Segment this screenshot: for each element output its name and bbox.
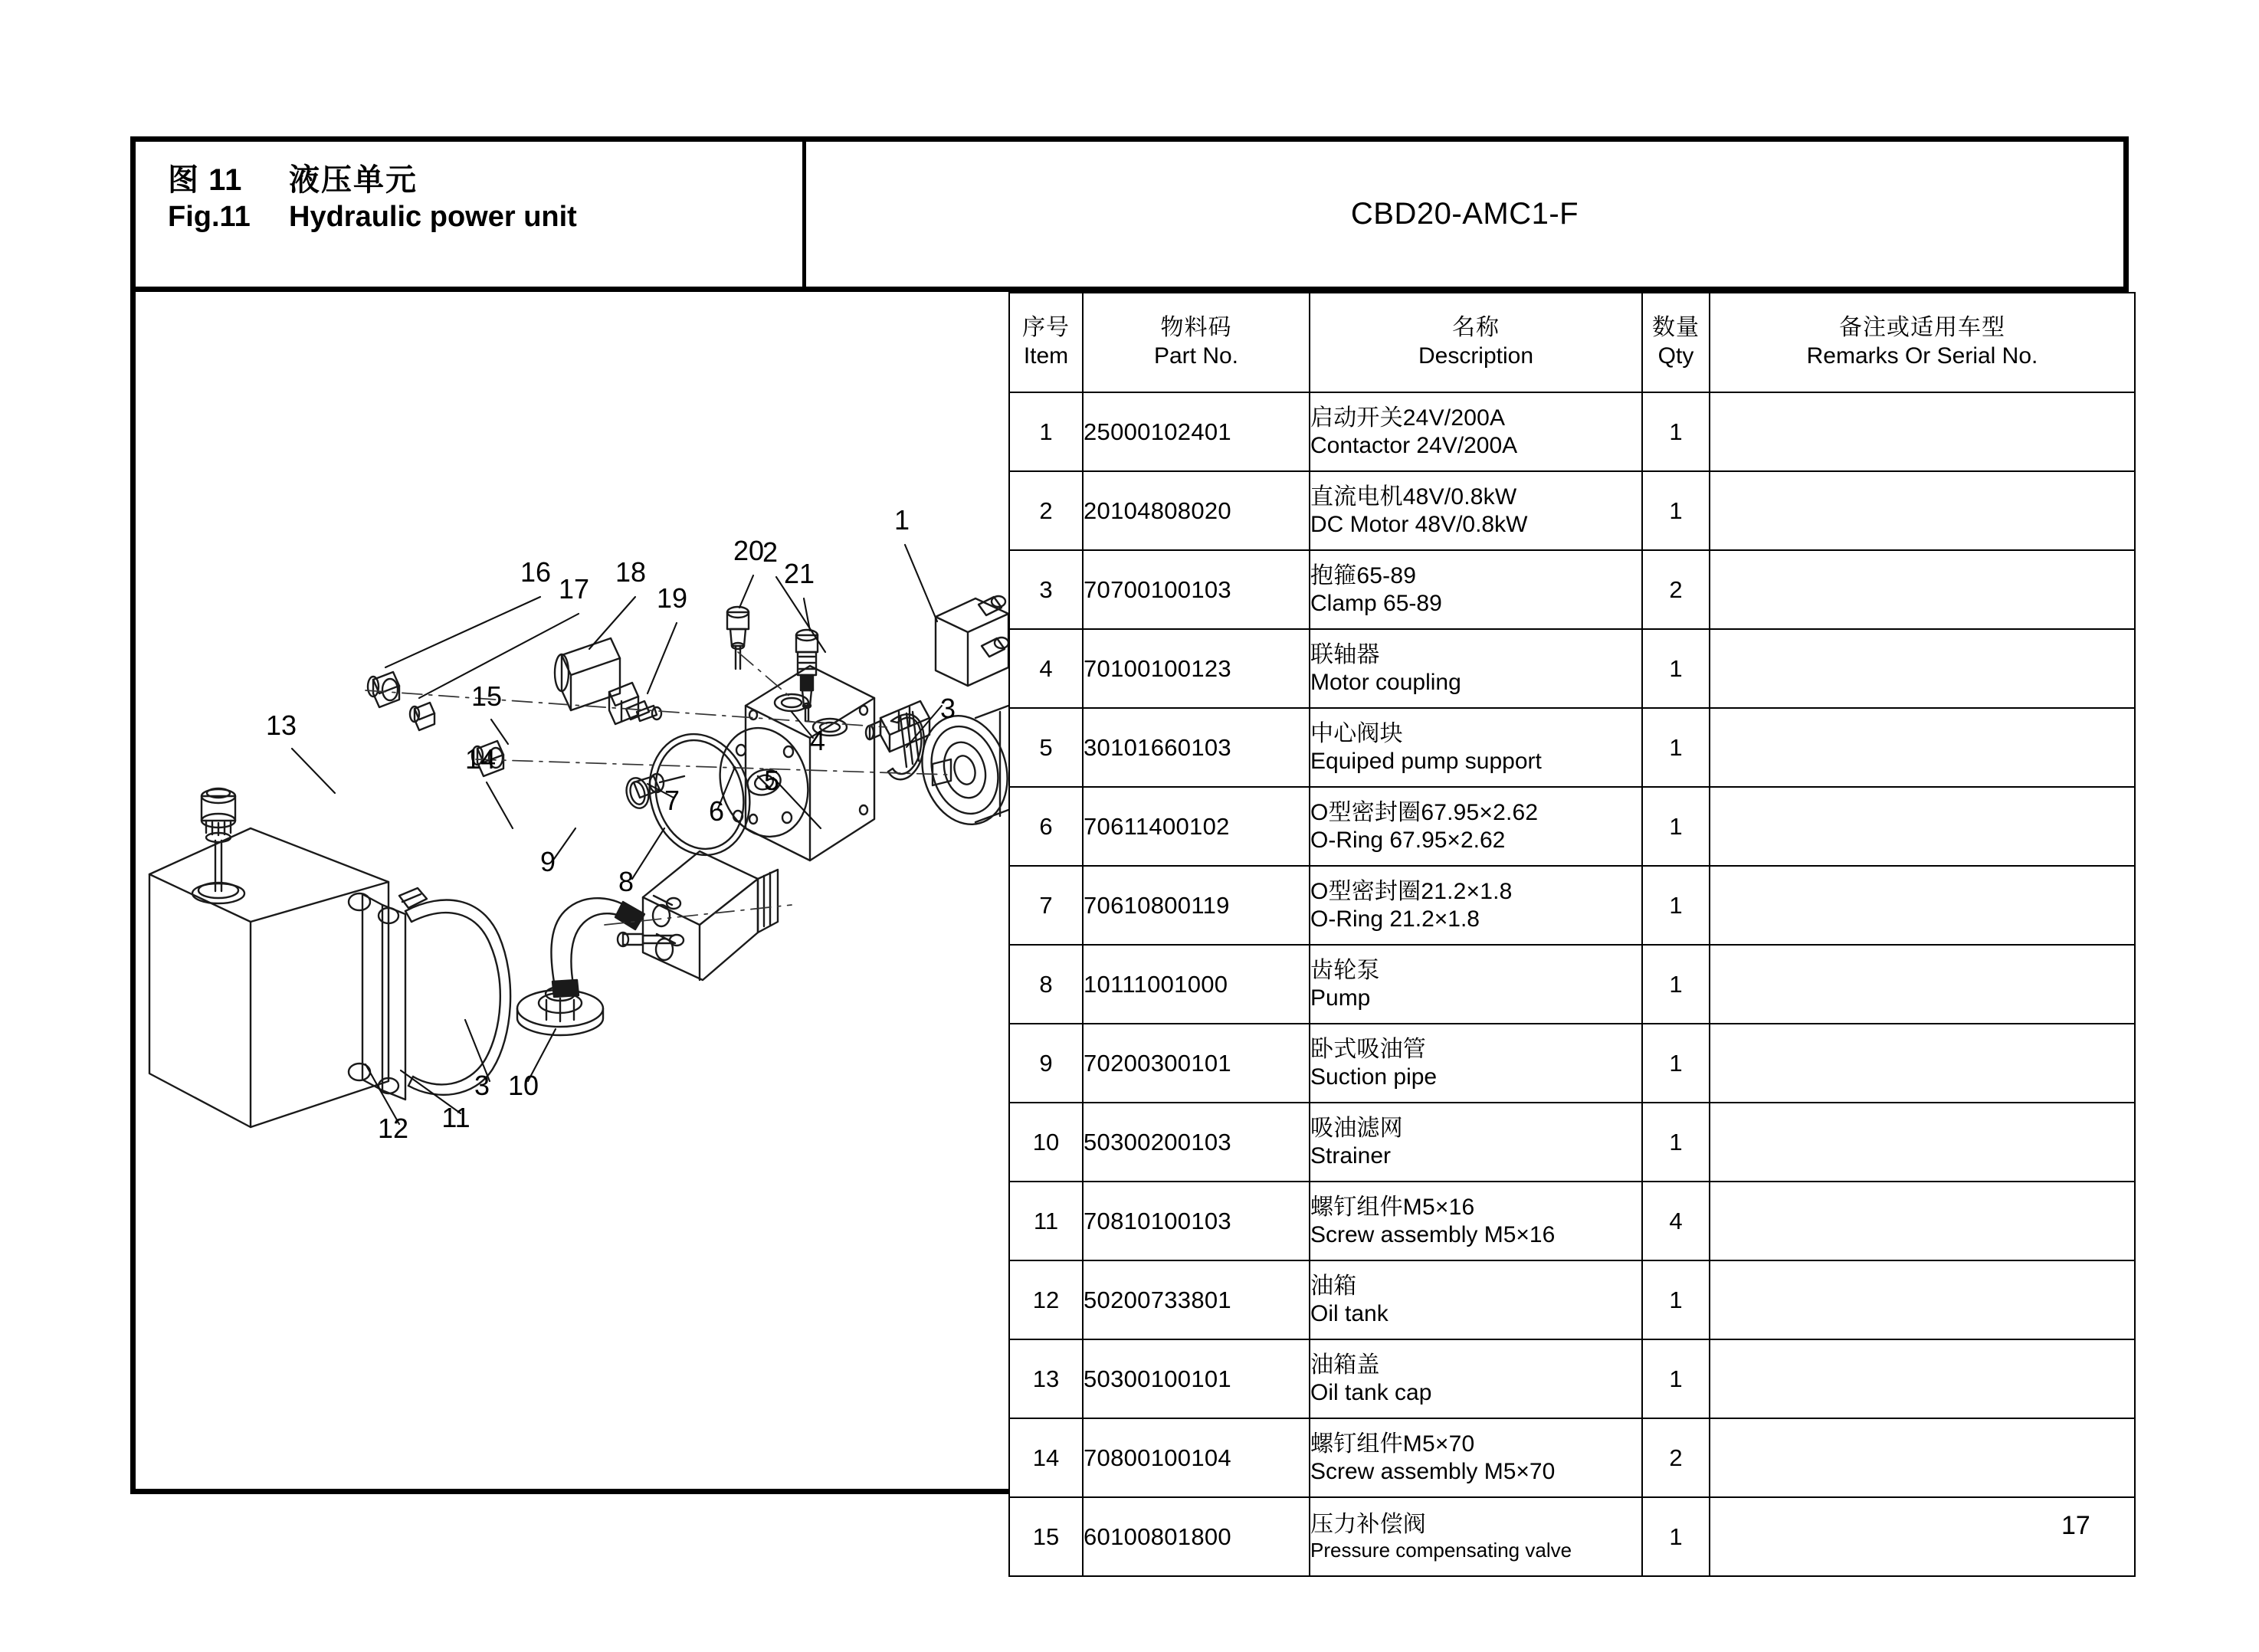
cell-remarks (1710, 866, 2135, 945)
callout-number: 3 (474, 1070, 490, 1101)
table-row (1009, 629, 2135, 708)
cell-part-no: 20104808020 (1083, 471, 1310, 550)
cell-part-no: 30101660103 (1083, 708, 1310, 787)
table-row (1009, 1024, 2135, 1103)
cell-remarks (1710, 1024, 2135, 1103)
description-cn: 螺钉组件M5×16 (1310, 1194, 1475, 1220)
cell-description (1310, 1418, 1642, 1497)
contactor-part (936, 596, 1008, 686)
cell-description (1310, 945, 1642, 1024)
cell-remarks (1710, 1418, 2135, 1497)
table-row (1009, 1497, 2135, 1576)
column-header-remarks: 备注或适用车型 Remarks Or Serial No. (1710, 293, 2135, 392)
callout-number: 3 (939, 693, 956, 724)
description-en: Motor coupling (1310, 669, 1461, 695)
callout-number: 13 (265, 710, 297, 741)
cell-description (1310, 1260, 1642, 1339)
cell-description (1310, 866, 1642, 945)
cell-item: 8 (1009, 945, 1083, 1024)
table-row (1009, 550, 2135, 629)
cell-remarks (1710, 471, 2135, 550)
cell-description (1310, 1103, 1642, 1182)
description-en: O-Ring 67.95×2.62 (1310, 827, 1506, 853)
callout-labels (266, 504, 956, 1144)
cell-part-no: 70700100103 (1083, 550, 1310, 629)
callout-number: 7 (664, 785, 680, 816)
cell-remarks (1710, 945, 2135, 1024)
callout-number: 4 (809, 725, 826, 756)
cell-part-no: 70610800119 (1083, 866, 1310, 945)
table-header-row (1009, 293, 2135, 392)
figure-title-chinese (168, 162, 802, 199)
description-cn: O型密封圈21.2×1.8 (1310, 878, 1513, 904)
callout-number: 15 (470, 680, 503, 712)
figure-title-block (136, 142, 806, 287)
table-row (1009, 471, 2135, 550)
figure-title-english (168, 199, 802, 234)
figure-name-cn: 液压单元 (289, 163, 418, 197)
table-row (1009, 1418, 2135, 1497)
cell-qty: 1 (1642, 1497, 1710, 1576)
model-designation: CBD20-AMC1-F (1350, 197, 1579, 231)
exploded-diagram-svg (136, 292, 1008, 1489)
description-cn: 油箱 (1310, 1273, 1357, 1299)
sheet-body (136, 292, 2123, 1562)
callout-number: 14 (464, 743, 497, 775)
callout-number: 20 (733, 535, 765, 566)
description-en: Contactor 24V/200A (1310, 432, 1518, 458)
clamp-band-part (399, 888, 510, 1095)
cell-qty: 2 (1642, 550, 1710, 629)
gear-pump-part (643, 851, 778, 980)
cell-description (1310, 471, 1642, 550)
description-en: Screw assembly M5×16 (1310, 1221, 1556, 1247)
cell-part-no: 70611400102 (1083, 787, 1310, 866)
description-en: Equiped pump support (1310, 748, 1542, 774)
callout-number: 18 (615, 556, 647, 588)
cell-item: 14 (1009, 1418, 1083, 1497)
parts-table-container (1008, 292, 2123, 1562)
callout-number: 11 (441, 1102, 470, 1133)
table-row (1009, 945, 2135, 1024)
cell-item: 4 (1009, 629, 1083, 708)
model-designation-block (806, 142, 2123, 287)
cell-description (1310, 1339, 1642, 1418)
table-row (1009, 1339, 2135, 1418)
cell-qty: 1 (1642, 629, 1710, 708)
callout-number: 5 (763, 765, 780, 796)
cell-qty: 1 (1642, 1339, 1710, 1418)
o-ring-large-part (635, 722, 763, 867)
cell-part-no: 70200300101 (1083, 1024, 1310, 1103)
cell-qty: 1 (1642, 1260, 1710, 1339)
cell-remarks (1710, 708, 2135, 787)
description-cn: 压力补偿阀 (1310, 1511, 1426, 1537)
description-cn: 齿轮泵 (1310, 957, 1380, 983)
table-row (1009, 392, 2135, 471)
description-en: Strainer (1310, 1142, 1392, 1169)
table-row (1009, 1103, 2135, 1182)
cell-qty: 1 (1642, 945, 1710, 1024)
cell-remarks (1710, 392, 2135, 471)
cell-item: 9 (1009, 1024, 1083, 1103)
description-en: Suction pipe (1310, 1064, 1438, 1090)
column-header-part-no: 物料码 Part No. (1083, 293, 1310, 392)
callout-number: 6 (708, 795, 725, 827)
cell-part-no: 50300200103 (1083, 1103, 1310, 1182)
description-cn: 直流电机48V/0.8kW (1310, 483, 1517, 510)
cell-description (1310, 392, 1642, 471)
cell-item: 1 (1009, 392, 1083, 471)
description-cn: 启动开关24V/200A (1310, 405, 1506, 431)
cell-item: 7 (1009, 866, 1083, 945)
description-cn: 中心阀块 (1310, 720, 1403, 746)
cell-part-no: 10111001000 (1083, 945, 1310, 1024)
description-cn: 联轴器 (1310, 641, 1380, 667)
cell-part-no: 70100100123 (1083, 629, 1310, 708)
cell-part-no: 70810100103 (1083, 1182, 1310, 1260)
cell-qty: 4 (1642, 1182, 1710, 1260)
table-row (1009, 708, 2135, 787)
cell-item: 11 (1009, 1182, 1083, 1260)
cell-item: 13 (1009, 1339, 1083, 1418)
column-header-description: 名称 Description (1310, 293, 1642, 392)
solenoid-valve-part (555, 638, 661, 724)
oil-tank-part (149, 828, 389, 1127)
cell-qty: 1 (1642, 392, 1710, 471)
callout-number: 16 (520, 556, 552, 588)
cell-item: 5 (1009, 708, 1083, 787)
parts-table-body (1009, 392, 2135, 1576)
cell-item: 2 (1009, 471, 1083, 550)
callout-number: 10 (507, 1070, 539, 1101)
figure-number-en: Fig.11 (168, 200, 251, 233)
cell-qty: 1 (1642, 787, 1710, 866)
cell-remarks (1710, 787, 2135, 866)
cell-item: 3 (1009, 550, 1083, 629)
callout-number: 21 (783, 558, 815, 589)
description-en: Clamp 65-89 (1310, 590, 1442, 616)
column-header-qty: 数量 Qty (1642, 293, 1710, 392)
description-cn: 螺钉组件M5×70 (1310, 1431, 1475, 1457)
cell-item: 10 (1009, 1103, 1083, 1182)
description-en: O-Ring 21.2×1.8 (1310, 906, 1480, 932)
cell-description (1310, 708, 1642, 787)
parts-table (1008, 292, 2136, 1577)
description-cn: 油箱盖 (1310, 1352, 1380, 1378)
cell-item: 12 (1009, 1260, 1083, 1339)
figure-number-cn: 图 11 (168, 163, 243, 197)
table-row (1009, 1182, 2135, 1260)
cell-qty: 1 (1642, 866, 1710, 945)
description-cn: 吸油滤网 (1310, 1115, 1403, 1141)
suction-pipe-part (551, 898, 644, 997)
cell-description (1310, 629, 1642, 708)
cell-remarks (1710, 1103, 2135, 1182)
oil-tank-cap-part (202, 788, 235, 891)
cell-part-no: 70800100104 (1083, 1418, 1310, 1497)
pressure-valve-cartridge-part (796, 630, 818, 721)
sheet-header (136, 142, 2123, 292)
page-number: 17 (2061, 1511, 2090, 1540)
description-en: Oil tank (1310, 1300, 1389, 1326)
plug-17-part (410, 703, 434, 730)
cell-qty: 2 (1642, 1418, 1710, 1497)
cell-description (1310, 787, 1642, 866)
callout-number: 8 (618, 866, 634, 897)
cell-description (1310, 1182, 1642, 1260)
table-row (1009, 1260, 2135, 1339)
table-row (1009, 866, 2135, 945)
description-cn: O型密封圈67.95×2.62 (1310, 799, 1539, 825)
column-header-item: 序号 Item (1009, 293, 1083, 392)
tank-bracket-part (349, 893, 405, 1100)
cell-qty: 1 (1642, 708, 1710, 787)
callout-number: 19 (656, 582, 688, 614)
cell-part-no: 25000102401 (1083, 392, 1310, 471)
cell-remarks (1710, 1339, 2135, 1418)
cell-description (1310, 1024, 1642, 1103)
callout-number: 17 (558, 573, 590, 605)
cell-item: 15 (1009, 1497, 1083, 1576)
description-cn: 抱箍65-89 (1310, 562, 1417, 588)
cell-description (1310, 1497, 1642, 1576)
cell-remarks (1710, 1182, 2135, 1260)
callout-number: 9 (539, 846, 556, 877)
cell-qty: 1 (1642, 471, 1710, 550)
callout-number: 2 (762, 536, 779, 568)
description-en: Screw assembly M5×70 (1310, 1458, 1556, 1484)
cell-remarks (1710, 1260, 2135, 1339)
cell-qty: 1 (1642, 1103, 1710, 1182)
parts-table-head (1009, 293, 2135, 392)
callout-number: 1 (893, 504, 910, 536)
description-en: DC Motor 48V/0.8kW (1310, 511, 1528, 537)
description-en: Oil tank cap (1310, 1379, 1432, 1405)
cell-part-no: 50200733801 (1083, 1260, 1310, 1339)
plug-fitting-20-part (727, 607, 749, 669)
cell-qty: 1 (1642, 1024, 1710, 1103)
plug-16-part (368, 672, 399, 707)
description-en: Pump (1310, 985, 1371, 1011)
exploded-assembly-diagram (136, 292, 1008, 1489)
figure-name-en: Hydraulic power unit (289, 200, 577, 233)
cell-part-no: 60100801800 (1083, 1497, 1310, 1576)
cell-remarks (1710, 550, 2135, 629)
table-row (1009, 787, 2135, 866)
cell-description (1310, 550, 1642, 629)
cell-remarks (1710, 629, 2135, 708)
callout-number: 12 (377, 1113, 409, 1144)
drawing-sheet (130, 136, 2129, 1562)
description-en: Pressure compensating valve (1310, 1538, 1572, 1562)
cell-item: 6 (1009, 787, 1083, 866)
cell-part-no: 50300100101 (1083, 1339, 1310, 1418)
description-cn: 卧式吸油管 (1310, 1036, 1426, 1062)
